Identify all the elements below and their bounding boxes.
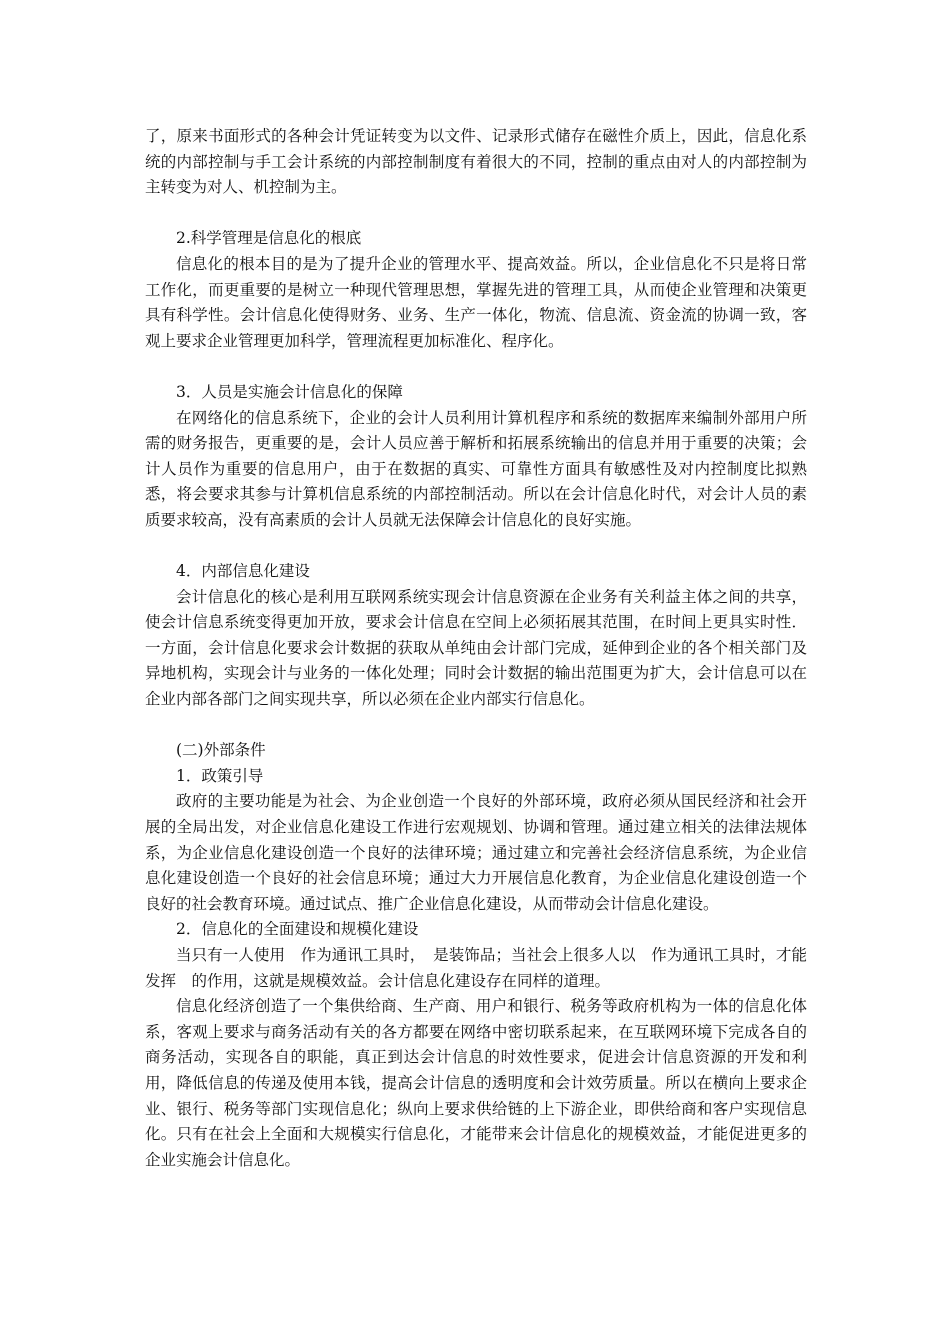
spacer — [145, 534, 807, 560]
spacer — [145, 713, 807, 739]
document-page — [145, 124, 807, 1173]
paragraph-scientific-management: 信息化的根本目的是为了提升企业的管理水平、提高效益。所以，企业信息化不只是将日常工作化，而更重要的是树立一种现代管理思想，掌握先进的管理工具，从而使企业管理和决策更具有科学性。会计信息化使得财务、业务、生产一体化，物流、信息流、资金流的协调一致，客观上要求企业管理更加科学，管理流程更加标准化、程序化。 — [145, 254, 807, 350]
heading-scientific-management: 2.科学管理是信息化的根底 — [176, 229, 362, 248]
spacer — [145, 354, 807, 380]
heading-internal-informatization: 4．内部信息化建设 — [176, 562, 310, 581]
heading-external-conditions: (二)外部条件 — [176, 741, 266, 760]
paragraph-information-economy: 信息化经济创造了一个集供给商、生产商、用户和银行、税务等政府机构为一体的信息化体系，客观上要求与商务活动有关的各方都要在网络中密切联系起来，在互联网环境下完成各自的商务活动，实现各自的职能，真正到达会计信息的时效性要求，促进会计信息资源的开发和利用，降低信息的传递及使用本钱，提高会计信息的透明度和会计效劳质量。所以在横向上要求企业、银行、税务等部门实现信息化；纵向上要求供给链的上下游企业，即供给商和客户实现信息化。只有在社会上全面和大规模实行信息化，才能带来会计信息化的规模效益，才能促进更多的企业实施会计信息化。 — [145, 997, 807, 1169]
paragraph-scale-effect: 当只有一人使用 作为通讯工具时， 是装饰品；当社会上很多人以 作为通讯工具时，才能发挥 的作用，这就是规模效益。会计信息化建设存在同样的道理。 — [145, 946, 807, 990]
paragraph-personnel: 在网络化的信息系统下，企业的会计人员利用计算机程序和系统的数据库来编制外部用户所需的财务报告，更重要的是，会计人员应善于解析和拓展系统输出的信息并用于重要的决策；会计人员作为重要的信息用户，由于在数据的真实、可靠性方面具有敏感性及对内控制度比拟熟悉，将会要求其参与计算机信息系统的内部控制活动。所以在会计信息化时代，对会计人员的素质要求较高，没有高素质的会计人员就无法保障会计信息化的良好实施。 — [145, 408, 807, 529]
paragraph-policy-guidance: 政府的主要功能是为社会、为企业创造一个良好的外部环境，政府必须从国民经济和社会开展的全局出发，对企业信息化建设工作进行宏观规划、协调和管理。通过建立相关的法律法规体系，为企业信息化建设创造一个良好的法律环境；通过建立和完善社会经济信息系统，为企业信息化建设创造一个良好的社会信息环境；通过大力开展信息化教育，为企业信息化建设创造一个良好的社会教育环境。通过试点、推广企业信息化建设，从而带动会计信息化建设。 — [145, 792, 807, 913]
continued-paragraph: 了，原来书面形式的各种会计凭证转变为以文件、记录形式储存在磁性介质上，因此，信息化系统的内部控制与手工会计系统的内部控制制度有着很大的不同，控制的重点由对人的内部控制为主转变为对人、机控制为主。 — [145, 127, 807, 197]
paragraph-internal-informatization: 会计信息化的核心是利用互联网系统实现会计信息资源在企业务有关利益主体之间的共享，使会计信息系统变得更加开放，要求会计信息在空间上必须拓展其范围，在时间上更具实时性．一方面，会计信息化要求会计数据的获取从单纯由会计部门完成，延伸到企业的各个相关部门及异地机构，实现会计与业务的一体化处理；同时会计数据的输出范围更为扩大，会计信息可以在企业内部各部门之间实现共享，所以必须在企业内部实行信息化。 — [145, 587, 807, 709]
spacer — [145, 201, 807, 227]
heading-policy-guidance: 1．政策引导 — [176, 766, 264, 785]
heading-scale-construction: 2．信息化的全面建设和规模化建设 — [176, 920, 419, 939]
heading-personnel: 3．人员是实施会计信息化的保障 — [176, 382, 403, 401]
